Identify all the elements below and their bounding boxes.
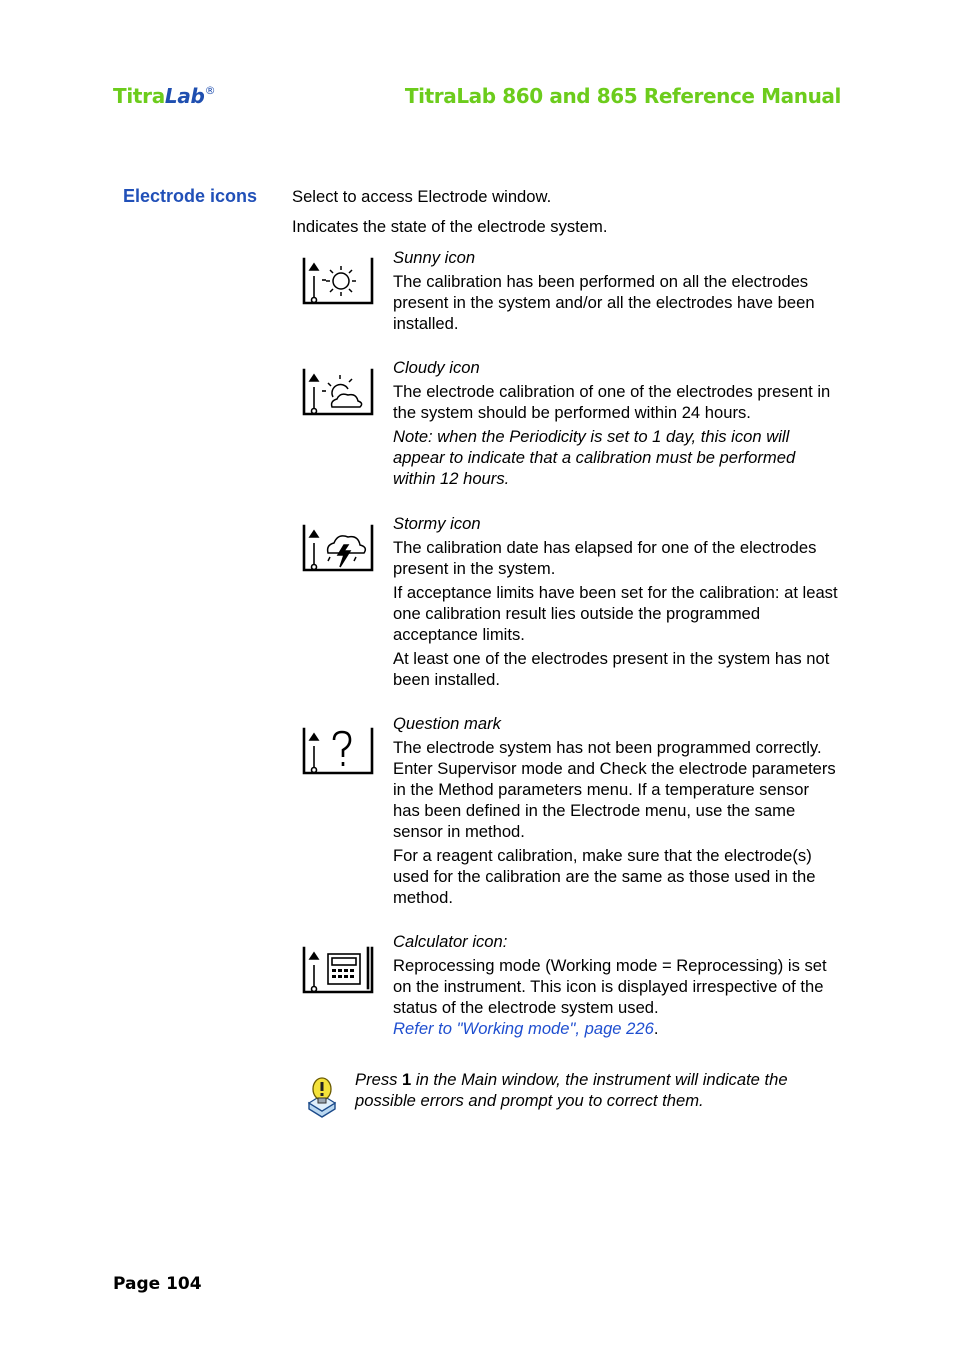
sunny-electrode-icon <box>300 254 376 308</box>
stormy-text-3: At least one of the electrodes present in the system has not been installed. <box>393 649 830 689</box>
tip-text <box>355 1069 835 1111</box>
section-heading: Electrode icons <box>123 186 258 206</box>
brand-logo <box>113 84 215 108</box>
cloudy-electrode-icon <box>300 365 376 419</box>
page-number: Page 104 <box>113 1274 202 1294</box>
sunny-name: Sunny icon <box>393 248 476 267</box>
stormy-description <box>393 513 838 693</box>
tip-text-after: in the Main window, the instrument will indicate the possible errors and prompt you to correct them. <box>355 1070 788 1110</box>
stormy-text-1: The calibration date has elapsed for one of the electrodes present in the system. <box>393 538 817 578</box>
brand-prefix: Titra <box>113 84 165 108</box>
intro-line-2: Indicates the state of the electrode system. <box>292 217 608 236</box>
tip-key: 1 <box>402 1070 412 1089</box>
manual-title: TitraLab 860 and 865 Reference Manual <box>404 84 841 108</box>
cloudy-text: The electrode calibration of one of the electrodes present in the system should be performed within 24 hours. <box>393 382 831 422</box>
brand-suffix: Lab <box>164 84 205 108</box>
calculator-electrode-icon <box>300 943 376 997</box>
calculator-text: Reprocessing mode (Working mode = Reprocessing) is set on the instrument. This icon is displayed irrespective of the status of the electrode system used. <box>393 956 827 1017</box>
calculator-name: Calculator icon: <box>393 932 508 951</box>
sunny-description <box>393 247 838 337</box>
question-description <box>393 713 838 911</box>
question-text-1: The electrode system has not been programmed correctly. Enter Supervisor mode and Check the electrode parameters in the Method parameters menu. If a temperature sensor has been defined in the Electrode menu, use the same sensor in method. <box>393 738 836 841</box>
stormy-electrode-icon <box>300 521 376 575</box>
cloudy-note: Note: when the Periodicity is set to 1 day, this icon will appear to indicate that a calibration must be performed within 12 hours. <box>393 427 796 488</box>
sunny-text: The calibration has been performed on all the electrodes present in the system and/or all the electrodes have been installed. <box>393 272 815 333</box>
cloudy-description <box>393 357 838 492</box>
working-mode-link[interactable]: Refer to "Working mode", page 226 <box>393 1019 654 1038</box>
calculator-description: Calculator icon: Reprocessing mode (Working mode = Reprocessing) is set on the instrument. This icon is displayed irrespective of the status of the electrode system used. Refer to "Working mode", page 226. <box>393 931 838 1042</box>
question-mark-electrode-icon <box>300 724 376 778</box>
question-text-2: For a reagent calibration, make sure that the electrode(s) used for the calibration are the same as those used in the method. <box>393 846 816 907</box>
intro-line-1: Select to access Electrode window. <box>292 187 552 206</box>
registered-mark: ® <box>204 84 216 97</box>
stormy-text-2: If acceptance limits have been set for the calibration: at least one calibration result lies outside the programmed acceptance limits. <box>393 583 838 644</box>
cloudy-name: Cloudy icon <box>393 358 480 377</box>
stormy-name: Stormy icon <box>393 514 481 533</box>
question-name: Question mark <box>393 714 501 733</box>
tip-text-before: Press <box>355 1070 403 1089</box>
lightbulb-tip-icon <box>305 1075 339 1121</box>
